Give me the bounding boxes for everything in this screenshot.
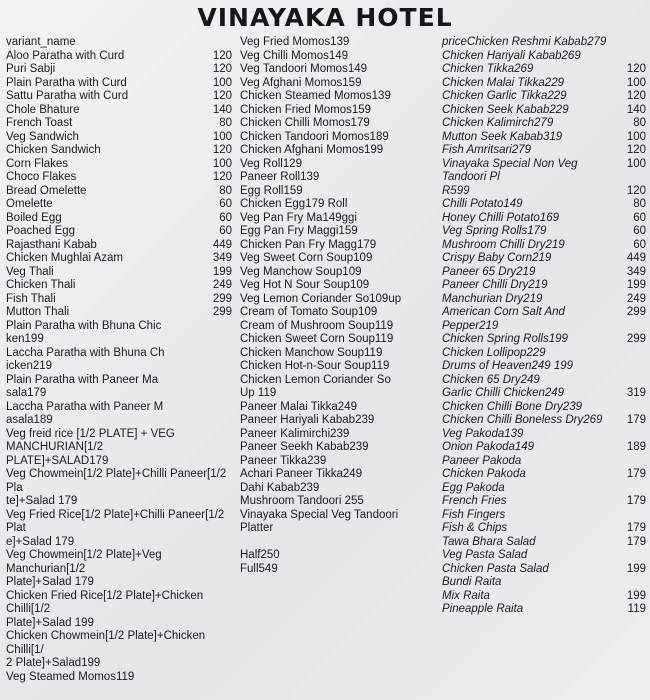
menu-item [442,36,646,50]
item-name: Fish & Chips [442,522,508,534]
item-name: icken219 [6,360,53,372]
item-name: Egg Pakoda [442,481,505,494]
menu-item: Vinayaka Special Veg Tandoori Platter [240,508,399,534]
item-name: Veg Thali [6,265,54,278]
menu-item [442,414,646,428]
menu-item [442,185,646,199]
item-name: Fish Amritsari279 [442,144,532,156]
menu-item [442,509,646,523]
menu-item [442,401,646,415]
item-name: Puri Sabji [6,63,56,75]
item-name: Chicken Lollipop229 [442,346,546,359]
item-price: 80 [633,198,646,210]
menu-item [6,117,232,131]
item-name: Garlic Chilli Chicken249 [442,387,565,399]
item-name: Chicken Fried Rice[1/2 Plate]+Chicken Chilli[1/2 [6,589,204,615]
menu-item: Mushroom Tandoori 255 [240,495,364,507]
item-name: Chicken Garlic Tikka229 [442,90,567,102]
menu-item [442,239,646,253]
menu-item [6,414,232,428]
menu-item: Chicken Afghani Momos199 [240,144,384,156]
item-name: variant_name [6,36,76,48]
menu-item: Chicken Hot-n-Sour Soup119 [240,360,390,372]
item-name: Pineapple Raita [442,603,524,615]
menu-item [442,428,646,442]
menu-item: Paneer Seekh Kabab239 [240,441,369,453]
menu-item [6,77,232,91]
menu-item: Egg Pan Fry Maggi159 [240,225,358,237]
menu-item: Paneer Roll139 [240,171,320,183]
item-name: Chicken Kalimirch279 [442,117,554,129]
item-price: 60 [633,211,646,224]
menu-item: Egg Roll159 [240,184,303,197]
item-price: 299 [212,306,232,318]
item-name: PLATE]+SALAD179 [6,454,109,467]
item-name: Veg Fried Rice[1/2 Plate]+Chilli Paneer[1/2 Plat [6,508,225,534]
item-name: Fish Fingers [442,508,506,521]
item-price: 80 [219,184,232,197]
menu-item [442,131,646,145]
menu-item: Veg Hot N Sour Soup109 [240,279,370,291]
item-price: 60 [219,198,232,210]
menu-item [442,266,646,280]
menu-item [442,590,646,604]
menu-item [6,252,232,266]
item-price: 349 [212,252,232,264]
menu-item [442,360,646,374]
item-price: 120 [626,144,646,156]
menu-item [6,360,232,374]
item-name: te]+Salad 179 [6,495,78,507]
menu-item [6,549,232,576]
menu-item [6,387,232,401]
menu-item [6,144,232,158]
item-price: 249 [212,279,232,291]
item-price: 249 [626,292,646,305]
menu-item [240,536,434,550]
item-price: 199 [212,265,232,278]
menu-item: Chicken Egg179 Roll [240,198,348,210]
item-name: Manchurian Dry219 [442,292,543,305]
item-name: Plate]+Salad 179 [6,576,94,588]
item-name: Chicken Pasta Salad [442,562,549,575]
item-price: 100 [212,157,232,170]
item-name: Laccha Paratha with Paneer M [6,400,164,413]
menu-item: Chicken Steamed Momos139 [240,90,391,102]
menu-item [6,576,232,590]
menu-item [442,279,646,293]
menu-column-2 [240,36,434,576]
item-name: Aloo Paratha with Curd [6,49,125,62]
menu-item: Full549 [240,562,278,575]
menu-item [442,441,646,455]
menu-item [442,603,646,617]
item-name: priceChicken Reshmi Kabab279 [442,36,607,48]
item-name: Mushroom Chilli Dry219 [442,238,565,251]
menu-item [6,239,232,253]
item-name: Chicken Pakoda [442,468,526,480]
menu-item [6,266,232,280]
menu-item [442,117,646,131]
menu-item: Dahi Kabab239 [240,481,320,494]
item-price: 299 [626,306,646,318]
menu-item [442,63,646,77]
item-name: Paneer Pakoda [442,454,522,467]
menu-item [6,158,232,172]
item-price: 120 [626,90,646,102]
menu-item [442,536,646,550]
item-name: Veg Spring Rolls179 [442,225,547,237]
item-name: Vinayaka Special Non Veg Tandoori Pl [442,157,578,183]
item-name: Mutton Thali [6,306,70,318]
menu-item [6,455,232,469]
item-name: Chicken Mughlai Azam [6,252,123,264]
item-price: 100 [626,130,646,143]
item-price: 100 [626,157,646,170]
menu-item [442,252,646,266]
menu-item [6,104,232,118]
menu-item [6,131,232,145]
item-name: Plate]+Salad 199 [6,616,94,629]
menu-item [6,212,232,226]
item-name: Laccha Paratha with Bhuna Ch [6,346,165,359]
menu-item [6,50,232,64]
menu-item [442,455,646,469]
item-name: Chole Bhature [6,103,80,116]
menu-item [6,617,232,631]
item-price: 120 [626,184,646,197]
menu-item: Chicken Sweet Corn Soup119 [240,333,394,345]
item-price: 199 [626,279,646,291]
item-name: French Toast [6,117,73,129]
item-name: Veg freid rice [1/2 PLATE] + VEG MANCHURIAN[1/2 [6,427,175,453]
item-price: 449 [626,252,646,264]
item-price: 189 [626,441,646,453]
item-name: Plain Paratha with Bhuna Chic [6,319,162,332]
menu-item [6,630,232,657]
item-price: 299 [626,333,646,345]
item-price: 100 [626,76,646,89]
item-price: 179 [626,535,646,548]
menu-item [6,293,232,307]
menu-item: Up 119 [240,387,277,399]
item-price: 349 [626,265,646,278]
menu-item [442,306,646,333]
item-name: Poached Egg [6,225,76,237]
menu-item [6,225,232,239]
menu-item [442,374,646,388]
item-name: Bread Omelette [6,184,87,197]
menu-item: Veg Lemon Coriander So109up [240,292,402,305]
item-price: 80 [633,117,646,129]
menu-item [442,198,646,212]
menu-title: VINAYAKA HOTEL [197,3,453,32]
item-price: 179 [626,414,646,426]
item-price: 299 [212,292,232,305]
item-name: Rajasthani Kabab [6,238,97,251]
item-name: French Fries [442,495,507,507]
menu-item [442,576,646,590]
item-price: 319 [626,387,646,399]
item-name: Veg Steamed Momos119 [6,670,135,683]
menu-item: Cream of Tomato Soup109 [240,306,378,318]
item-price: 449 [212,238,232,251]
menu-item: Paneer Tikka239 [240,454,327,467]
item-name: Mix Raita [442,589,490,602]
menu-item [6,198,232,212]
menu-item [442,347,646,361]
menu-item [6,374,232,388]
menu-item [442,387,646,401]
item-price: 119 [627,603,646,615]
menu-item [6,185,232,199]
menu-item: Chicken Manchow Soup119 [240,346,383,359]
item-name: Drums of Heaven249 199 [442,360,574,372]
menu-item [6,657,232,671]
menu-item [442,104,646,118]
menu-item: Veg Fried Momos139 [240,36,350,48]
item-name: Bundi Raita [442,576,502,588]
item-name: Chilli Potato149 [442,198,523,210]
menu-item: Veg Chilli Momos149 [240,49,349,62]
menu-item [442,77,646,91]
menu-item: Veg Pan Fry Ma149ggi [240,211,357,224]
item-name: Paneer Chilli Dry219 [442,279,548,291]
item-price: 120 [212,171,232,183]
menu-item [442,90,646,104]
item-name: Choco Flakes [6,171,77,183]
menu-item [442,333,646,347]
menu-item [442,212,646,226]
item-name: Sattu Paratha with Curd [6,90,129,102]
menu-item [6,468,232,495]
menu-item [6,671,232,685]
menu-item: Veg Afghani Momos159 [240,76,362,89]
menu-item: Paneer Malai Tikka249 [240,400,357,413]
item-name: ken199 [6,333,44,345]
menu-item [6,279,232,293]
menu-item [6,63,232,77]
item-name: Mutton Seek Kabab319 [442,130,563,143]
item-name: Onion Pakoda149 [442,441,535,453]
item-name: Veg Sandwich [6,130,79,143]
menu-item: Half250 [240,549,280,561]
item-price: 100 [212,76,232,89]
item-price: 179 [626,495,646,507]
item-name: American Corn Salt And Pepper219 [442,306,565,332]
menu-item [442,293,646,307]
menu-item: Paneer Kalimirchi239 [240,427,350,440]
menu-item [6,306,232,320]
item-name: Chicken Chowmein[1/2 Plate]+Chicken Chilli[1/ [6,630,206,656]
item-name: Corn Flakes [6,157,68,170]
menu-item [442,563,646,577]
item-price: 60 [633,238,646,251]
item-price: 60 [219,211,232,224]
item-price: 120 [626,63,646,75]
menu-item [6,495,232,509]
menu-item: Chicken Tandoori Momos189 [240,130,389,143]
item-name: asala189 [6,414,53,426]
item-price: 140 [626,103,646,116]
item-price: 199 [626,589,646,602]
item-name: Chicken Spring Rolls199 [442,333,568,345]
item-name: Chicken Tikka269 [442,63,534,75]
item-name: Chicken Thali [6,279,76,291]
menu-item: Chicken Fried Momos159 [240,103,372,116]
item-name: R599 [442,184,470,197]
item-name: Omelette [6,198,53,210]
menu-item [6,320,232,334]
menu-item: Veg Sweet Corn Soup109 [240,252,373,264]
item-price: 120 [212,144,232,156]
menu-item: Paneer Hariyali Kabab239 [240,414,375,426]
menu-item [6,509,232,536]
item-name: Chicken Seek Kabab229 [442,103,569,116]
item-name: Chicken Chilli Boneless Dry269 [442,414,603,426]
item-name: Veg Pakoda139 [442,427,524,440]
item-name: Fish Thali [6,292,56,305]
item-price: 120 [212,49,232,62]
item-price: 199 [626,562,646,575]
menu-item: Chicken Lemon Coriander So [240,373,391,386]
menu-item [442,158,646,185]
menu-item [6,590,232,617]
item-name: Veg Chowmein[1/2 Plate]+Chilli Paneer[1/2 Pla [6,468,227,494]
menu-item [442,495,646,509]
menu-item [6,171,232,185]
menu-item [6,90,232,104]
menu-item [6,36,232,50]
menu-item: Cream of Mushroom Soup119 [240,319,394,332]
menu-item [6,428,232,455]
item-price: 100 [212,130,232,143]
item-name: Honey Chilli Potato169 [442,211,559,224]
item-price: 120 [212,90,232,102]
menu-item: Achari Paneer Tikka249 [240,468,363,480]
item-name: Chicken Malai Tikka229 [442,76,564,89]
item-name: Plain Paratha with Paneer Ma [6,373,159,386]
item-price: 60 [633,225,646,237]
menu-item [442,144,646,158]
item-price: 140 [212,103,232,116]
item-price: 179 [626,468,646,480]
item-name: Chicken Hariyali Kabab269 [442,49,581,62]
item-name: e]+Salad 179 [6,535,75,548]
item-name: Veg Chowmein[1/2 Plate]+Veg Manchurian[1/2 [6,549,162,575]
item-name: Tawa Bhara Salad [442,535,536,548]
item-price: 60 [219,225,232,237]
menu-item: Chicken Chilli Momos179 [240,117,370,129]
menu-item [6,401,232,415]
item-name: Plain Paratha with Curd [6,76,127,89]
item-name: sala179 [6,387,47,399]
menu-item [6,333,232,347]
menu-item: Veg Roll129 [240,157,303,170]
menu-column-1 [6,36,232,684]
item-name: Chicken Sandwich [6,144,101,156]
menu-item: Veg Manchow Soup109 [240,265,362,278]
menu-item [442,225,646,239]
menu-item [442,468,646,482]
menu-item: Veg Tandoori Momos149 [240,63,368,75]
item-price: 80 [219,117,232,129]
item-name: Boiled Egg [6,211,62,224]
menu-item [6,347,232,361]
item-name: Chicken 65 Dry249 [442,373,540,386]
item-name: 2 Plate]+Salad199 [6,657,101,669]
item-name: Paneer 65 Dry219 [442,265,536,278]
menu-column-3 [442,36,646,617]
menu-item [442,549,646,563]
item-name: Crispy Baby Corn219 [442,252,552,264]
item-name: Chicken Chilli Bone Dry239 [442,400,582,413]
menu-item [442,522,646,536]
item-price: 120 [212,63,232,75]
menu-item: Chicken Pan Fry Magg179 [240,238,377,251]
item-price: 179 [626,522,646,534]
item-name: Veg Pasta Salad [442,549,528,561]
menu-item [442,482,646,496]
menu-item [6,536,232,550]
menu-item [442,50,646,64]
